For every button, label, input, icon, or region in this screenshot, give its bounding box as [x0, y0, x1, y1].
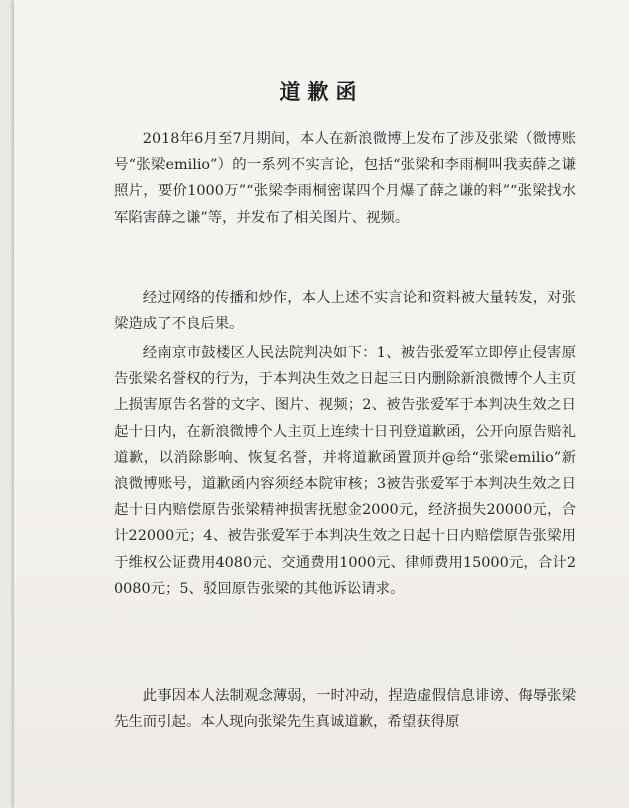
paragraph-2: 经过网络的传播和炒作，本人上述不实言论和资料被大量转发，对张梁造成了不良后果。: [114, 290, 576, 333]
paragraph-3: 经南京市鼓楼区人民法院判决如下：1、被告张爱军立即停止侵害原告张梁名誉权的行为，于本判决生效之日起三日内删除新浪微博个人主页上损害原告名誉的文字、图片、视频；2、被告张爱军于本判决生效之日起十日内，在新浪微博个人主页上连续十日刊登道歉函，公开向原告赔礼道歉，以消除影响、恢复名誉，并将道歉函置顶并@给“张梁emilio”新浪微博账号，道歉函内容须经本院审核；3被告张爱军于本判决生效之日起十日内赔偿原告张梁精神损害抚慰金2000元，经济损失20000元，合计22000元；4、被告张爱军于本判决生效之日起十日内赔偿原告张梁用于维权公证费用4080元、交通费用1000元、律师费用15000元，合计20080元；5、驳回原告张梁的其他诉讼请求。: [114, 345, 576, 597]
paragraph-1: 2018年6月至7月期间，本人在新浪微博上发布了涉及张梁（微博账号“张梁emilio”）的一系列不实言论，包括“张梁和李雨桐叫我卖薛之谦照片，要价1000万”“张梁李雨桐密谋四个月爆了薛之谦的料”“张梁找水军陷害薛之谦”等，并发布了相关图片、视频。: [114, 131, 576, 226]
letter-page: [14, 0, 629, 808]
letter-title: 道歉函: [279, 79, 364, 104]
paragraph-4: 此事因本人法制观念薄弱，一时冲动，捏造虚假信息诽谤、侮辱张梁先生而引起。本人现向张梁先生真诚道歉，希望获得原: [114, 688, 576, 731]
